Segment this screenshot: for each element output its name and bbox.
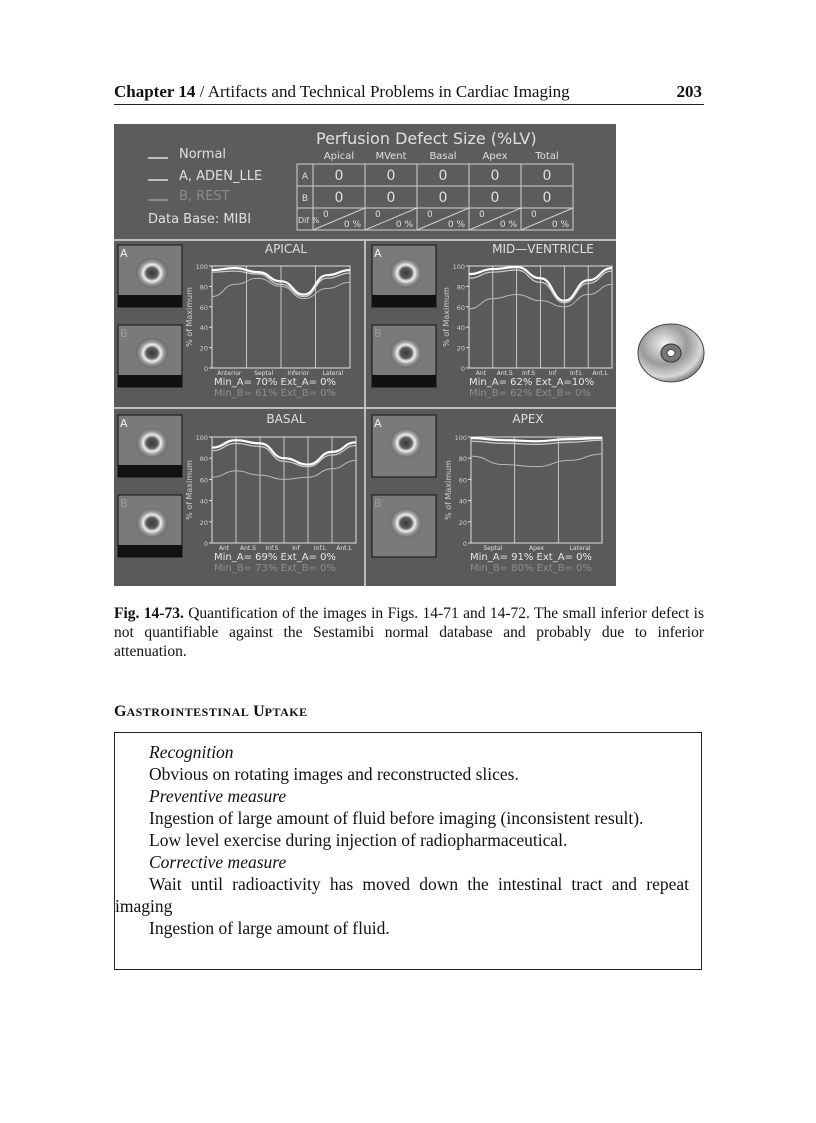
heading-initial-2: U <box>253 703 265 720</box>
table-dif-top: 0 <box>531 210 537 220</box>
caption-label: Fig. 14-73. <box>114 605 184 622</box>
running-head <box>114 80 704 105</box>
table-column-header: MVent <box>375 151 407 162</box>
x-tick-label: Ant <box>475 370 487 377</box>
myocardium-ring <box>136 508 168 538</box>
x-tick-label: Inf <box>292 545 300 552</box>
thumbnail-label-b: B <box>374 327 382 340</box>
x-tick-label: Ant.L <box>336 545 352 552</box>
myocardium-ring <box>390 428 422 458</box>
table-row-a-label: A <box>301 172 309 182</box>
panel-title: APICAL <box>264 242 308 256</box>
y-tick-label: 100 <box>452 263 465 271</box>
y-axis-label: % of Maximum <box>185 287 194 347</box>
cd-rom-icon <box>636 322 706 384</box>
chapter-number: Chapter 14 <box>114 82 196 101</box>
corrective-text-1: Wait until radioactivity has moved down the intestinal tract and repeat imaging <box>115 874 689 916</box>
myocardium-ring <box>390 338 422 368</box>
y-tick-label: 20 <box>199 518 208 527</box>
corrective-text-2: Ingestion of large amount of fluid. <box>149 918 390 938</box>
table-dif-bottom: 0 % <box>395 220 413 230</box>
thumbnail-label-a: A <box>374 417 382 430</box>
y-tick-label: 0 <box>203 540 208 548</box>
thumbnail-label-b: B <box>374 497 382 510</box>
x-tick-label: Inf.L <box>570 370 583 377</box>
y-tick-label: 20 <box>456 344 465 353</box>
y-tick-label: 40 <box>199 324 208 333</box>
artifact-box <box>114 732 702 970</box>
table-dif-bottom: 0 % <box>447 220 465 230</box>
y-tick-label: 20 <box>458 518 467 527</box>
preventive-text-1: Ingestion of large amount of fluid before imaging (inconsistent result). <box>149 808 644 828</box>
figure-caption <box>114 604 704 661</box>
stat-b: Min_B= 61% Ext_B= 0% <box>214 388 337 399</box>
table-cell-b: 0 <box>334 190 344 206</box>
panel-title: APEX <box>512 412 544 426</box>
thumbnail-shadow <box>118 465 182 477</box>
table-dif-top: 0 <box>427 210 433 220</box>
table-column-header: Total <box>535 151 559 162</box>
y-tick-label: 60 <box>458 476 467 485</box>
y-tick-label: 20 <box>199 344 208 353</box>
myocardium-ring <box>390 258 422 288</box>
heading-rest-1: ASTROINTESTINAL <box>126 705 250 719</box>
stat-a: Min_A= 91% Ext_A= 0% <box>470 552 592 563</box>
x-tick-label: Lateral <box>569 545 591 552</box>
section-heading <box>114 703 308 721</box>
table-cell-a: 0 <box>386 168 396 184</box>
table-cell-a: 0 <box>542 168 552 184</box>
chapter-title <box>114 82 570 102</box>
y-tick-label: 40 <box>456 324 465 333</box>
x-tick-label: Lateral <box>322 370 344 377</box>
stat-a: Min_A= 62% Ext_A=10% <box>469 377 595 388</box>
x-tick-label: Septal <box>254 370 274 377</box>
thumbnail-shadow <box>118 375 182 387</box>
y-tick-label: 100 <box>195 434 208 442</box>
table-cell-b: 0 <box>386 190 396 206</box>
y-tick-label: 100 <box>195 263 208 271</box>
y-tick-label: 60 <box>199 476 208 485</box>
legend-a: A, ADEN_LLE <box>179 169 263 184</box>
heading-initial-1: G <box>114 703 127 720</box>
x-tick-label: Inf.S <box>265 545 279 552</box>
myocardium-ring <box>136 428 168 458</box>
recognition-label: Recognition <box>149 742 234 762</box>
table-dif-bottom: 0 % <box>551 220 569 230</box>
preventive-label: Preventive measure <box>149 786 287 806</box>
table-dif-top: 0 <box>375 210 381 220</box>
y-tick-label: 80 <box>199 283 208 292</box>
table-cell-a: 0 <box>490 168 500 184</box>
cd-rom-graphic <box>636 322 706 384</box>
y-tick-label: 60 <box>199 303 208 312</box>
table-cell-a: 0 <box>334 168 344 184</box>
myocardium-ring <box>390 508 422 538</box>
y-axis-label: % of Maximum <box>442 287 451 347</box>
heading-rest-2: PTAKE <box>264 705 308 719</box>
legend-normal: Normal <box>179 147 227 162</box>
page-number: 203 <box>676 82 702 101</box>
y-tick-label: 80 <box>458 455 467 464</box>
x-tick-label: Ant <box>218 545 230 552</box>
table-dif-bottom: 0 % <box>499 220 517 230</box>
defect-size-title: Perfusion Defect Size (%LV) <box>316 129 537 148</box>
thumbnail-label-a: A <box>374 247 382 260</box>
table-row-dif-label: Dif % <box>298 216 320 225</box>
corrective-label: Corrective measure <box>149 852 287 872</box>
caption-text: Quantification of the images in Figs. 14-71 and 14-72. The small inferior defect is not quantifiable against the Sestamibi normal database and probably due to inferior attenuation. <box>114 605 704 660</box>
y-tick-label: 60 <box>456 303 465 312</box>
y-tick-label: 0 <box>203 365 208 373</box>
y-tick-label: 40 <box>199 497 208 506</box>
y-tick-label: 40 <box>458 497 467 506</box>
x-tick-label: Ant.S <box>240 545 256 552</box>
y-axis-label: % of Maximum <box>185 460 194 520</box>
table-dif-bottom: 0 % <box>343 220 361 230</box>
x-tick-label: Inf.L <box>313 545 327 552</box>
thumbnail-label-b: B <box>120 327 128 340</box>
thumbnail-shadow <box>372 375 436 387</box>
panel-title: BASAL <box>266 412 306 426</box>
thumbnail-label-b: B <box>120 497 128 510</box>
x-tick-label: Septal <box>483 545 503 552</box>
thumbnail-label-a: A <box>120 417 128 430</box>
myocardium-ring <box>136 258 168 288</box>
table-column-header: Apical <box>323 151 355 162</box>
table-row-b-label: B <box>301 194 309 204</box>
thumbnail-label-a: A <box>120 247 128 260</box>
panel-title: MID—VENTRICLE <box>492 242 594 256</box>
table-cell-a: 0 <box>438 168 448 184</box>
table-column-header: Basal <box>429 151 457 162</box>
x-tick-label: Inf.S <box>522 370 536 377</box>
y-tick-label: 80 <box>456 283 465 292</box>
quantification-figure <box>114 124 616 586</box>
recognition-text: Obvious on rotating images and reconstructed slices. <box>149 764 519 784</box>
table-cell-b: 0 <box>542 190 552 206</box>
x-tick-label: Inf <box>548 370 557 377</box>
stat-a: Min_A= 69% Ext_A= 0% <box>214 552 336 563</box>
thumbnail-shadow <box>372 295 436 307</box>
y-axis-label: % of Maximum <box>444 460 453 520</box>
stat-b: Min_B= 62% Ext_B= 0% <box>469 388 592 399</box>
table-dif-top: 0 <box>479 210 485 220</box>
chapter-name: Artifacts and Technical Problems in Cardiac Imaging <box>207 82 570 101</box>
stat-b: Min_B= 80% Ext_B= 0% <box>470 563 593 574</box>
y-tick-label: 100 <box>454 434 467 442</box>
preventive-text-2: Low level exercise during injection of radiopharmaceutical. <box>149 830 568 850</box>
stat-b: Min_B= 73% Ext_B= 0% <box>214 563 337 574</box>
table-dif-top: 0 <box>323 210 329 220</box>
chapter-separator: / <box>195 82 208 101</box>
y-tick-label: 80 <box>199 455 208 464</box>
figure-canvas <box>114 124 616 586</box>
stat-a: Min_A= 70% Ext_A= 0% <box>214 377 336 388</box>
x-tick-label: Anterior <box>217 370 242 377</box>
thumbnail-shadow <box>118 545 182 557</box>
thumbnail-shadow <box>118 295 182 307</box>
table-cell-b: 0 <box>490 190 500 206</box>
legend-b: B, REST <box>179 189 230 204</box>
x-tick-label: Ant.S <box>496 370 513 377</box>
table-cell-b: 0 <box>438 190 448 206</box>
legend-database: Data Base: MIBI <box>148 212 252 227</box>
x-tick-label: Inferior <box>287 370 310 377</box>
x-tick-label: Ant.L <box>592 370 608 377</box>
y-tick-label: 0 <box>462 540 467 548</box>
x-tick-label: Apex <box>528 545 545 552</box>
myocardium-ring <box>136 338 168 368</box>
table-column-header: Apex <box>482 151 508 162</box>
y-tick-label: 0 <box>460 365 465 373</box>
